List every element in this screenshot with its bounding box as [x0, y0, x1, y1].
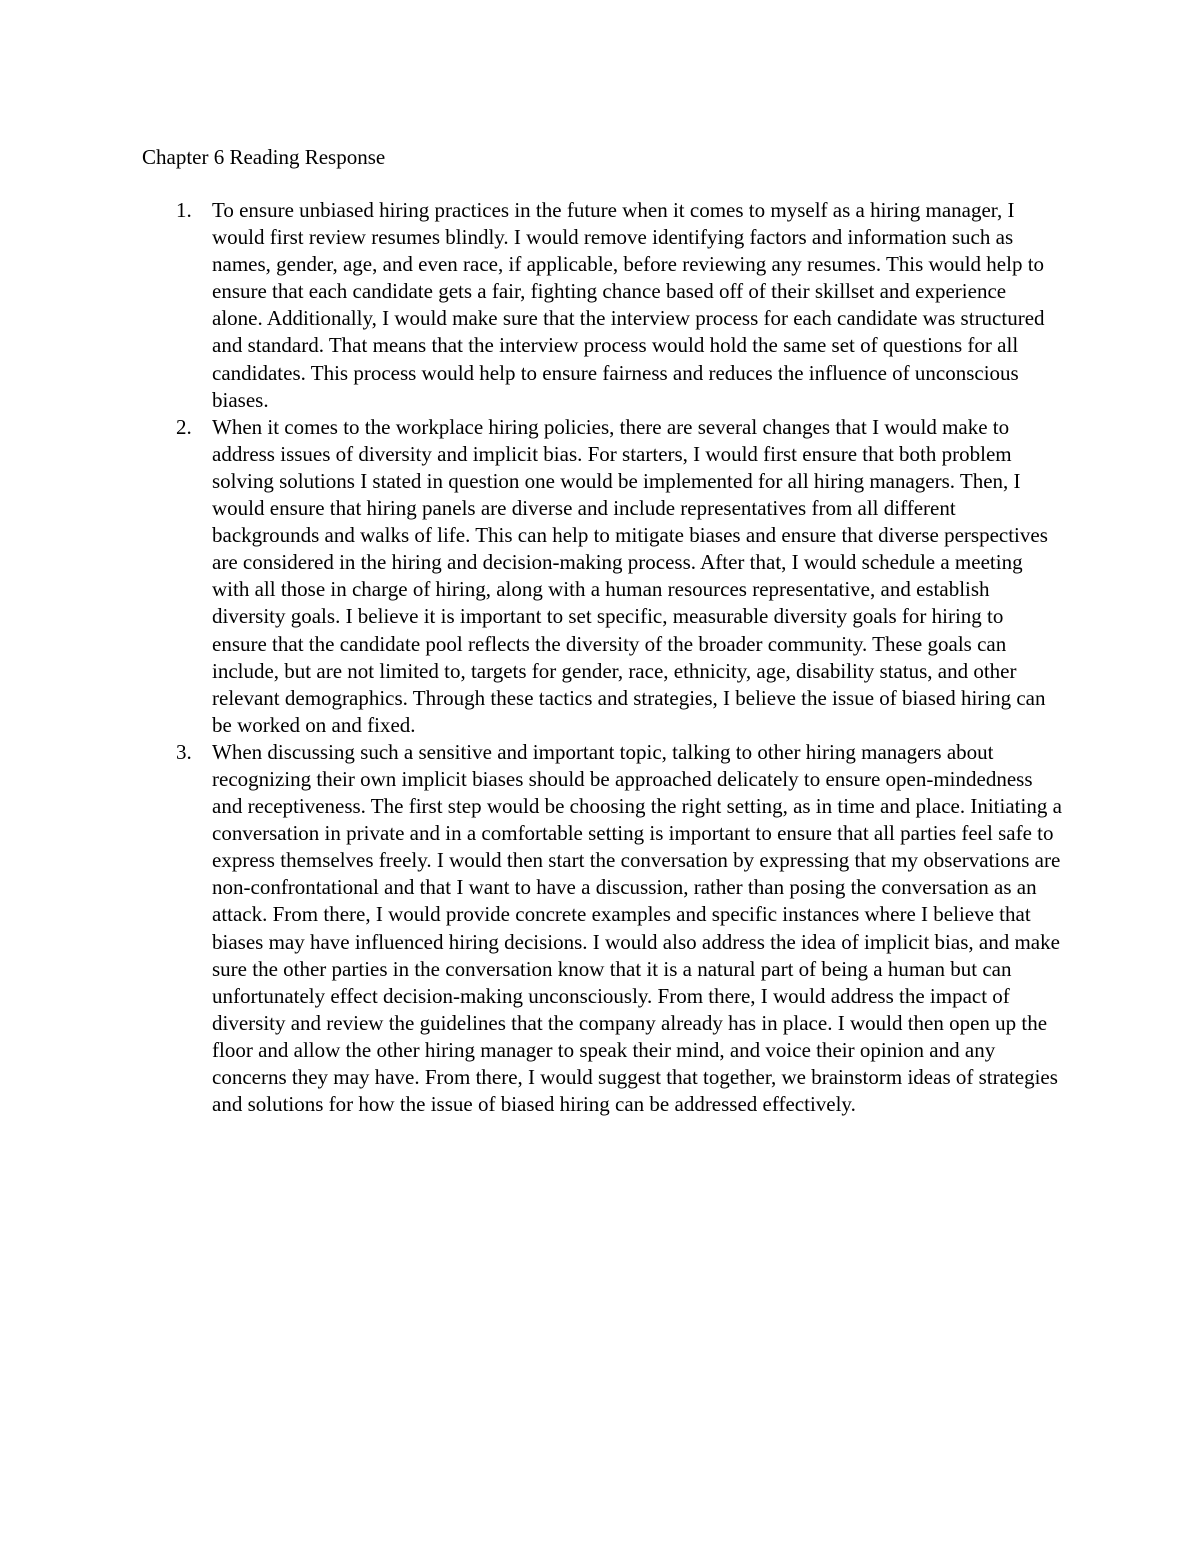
- item-text: To ensure unbiased hiring practices in the future when it comes to myself as a hiring manager, I would first review resumes blindly. I would remove identifying factors and information such as names, gender, age, and even race, if applicable, before reviewing any resumes. This would help to ensure that each candidate gets a fair, fighting chance based off of their skillset and experience alone. Additionally, I would make sure that the interview process for each candidate was structured and standard. That means that the interview process would hold the same set of questions for all candidates. This process would help to ensure fairness and reduces the influence of unconscious biases.: [212, 198, 1045, 412]
- item-text: When it comes to the workplace hiring policies, there are several changes that I would make to address issues of diversity and implicit bias. For starters, I would first ensure that both problem solving solutions I stated in question one would be implemented for all hiring managers. Then, I would ensure that hiring panels are diverse and include representatives from all different backgrounds and walks of life. This can help to mitigate biases and ensure that diverse perspectives are considered in the hiring and decision-making process. After that, I would schedule a meeting with all those in charge of hiring, along with a human resources representative, and establish diversity goals. I believe it is important to set specific, measurable diversity goals for hiring to ensure that the candidate pool reflects the diversity of the broader community. These goals can include, but are not limited to, targets for gender, race, ethnicity, age, disability status, and other relevant demographics. Through these tactics and strategies, I believe the issue of biased hiring can be worked on and fixed.: [212, 414, 1048, 737]
- item-number: 2.: [176, 414, 192, 439]
- item-number: 3.: [176, 739, 192, 764]
- response-item-1: [142, 197, 1062, 414]
- response-list: [142, 197, 1062, 1118]
- document-title: Chapter 6 Reading Response: [142, 145, 386, 169]
- item-number: 1.: [176, 198, 192, 222]
- item-text: When discussing such a sensitive and important topic, talking to other hiring managers about recognizing their own implicit biases should be approached delicately to ensure open-mindedness and receptiveness. The first step would be choosing the right setting, as in time and place. Initiating a conversation in private and in a comfortable setting is important to ensure that all parties feel safe to express themselves freely. I would then start the conversation by expressing that my observations are non-confrontational and that I want to have a discussion, rather than posing the conversation as an attack. From there, I would provide concrete examples and specific instances where I believe that biases may have influenced hiring decisions. I would also address the idea of implicit bias, and make sure the other parties in the conversation know that it is a natural part of being a human but can unfortunately effect decision-making unconsciously. From there, I would address the impact of diversity and review the guidelines that the company already has in place. I would then open up the floor and allow the other hiring manager to speak their mind, and voice their opinion and any concerns they may have. From there, I would suggest that together, we brainstorm ideas of strategies and solutions for how the issue of biased hiring can be addressed effectively.: [212, 739, 1062, 1117]
- response-item-3: [142, 739, 1062, 1118]
- response-item-2: [142, 414, 1062, 739]
